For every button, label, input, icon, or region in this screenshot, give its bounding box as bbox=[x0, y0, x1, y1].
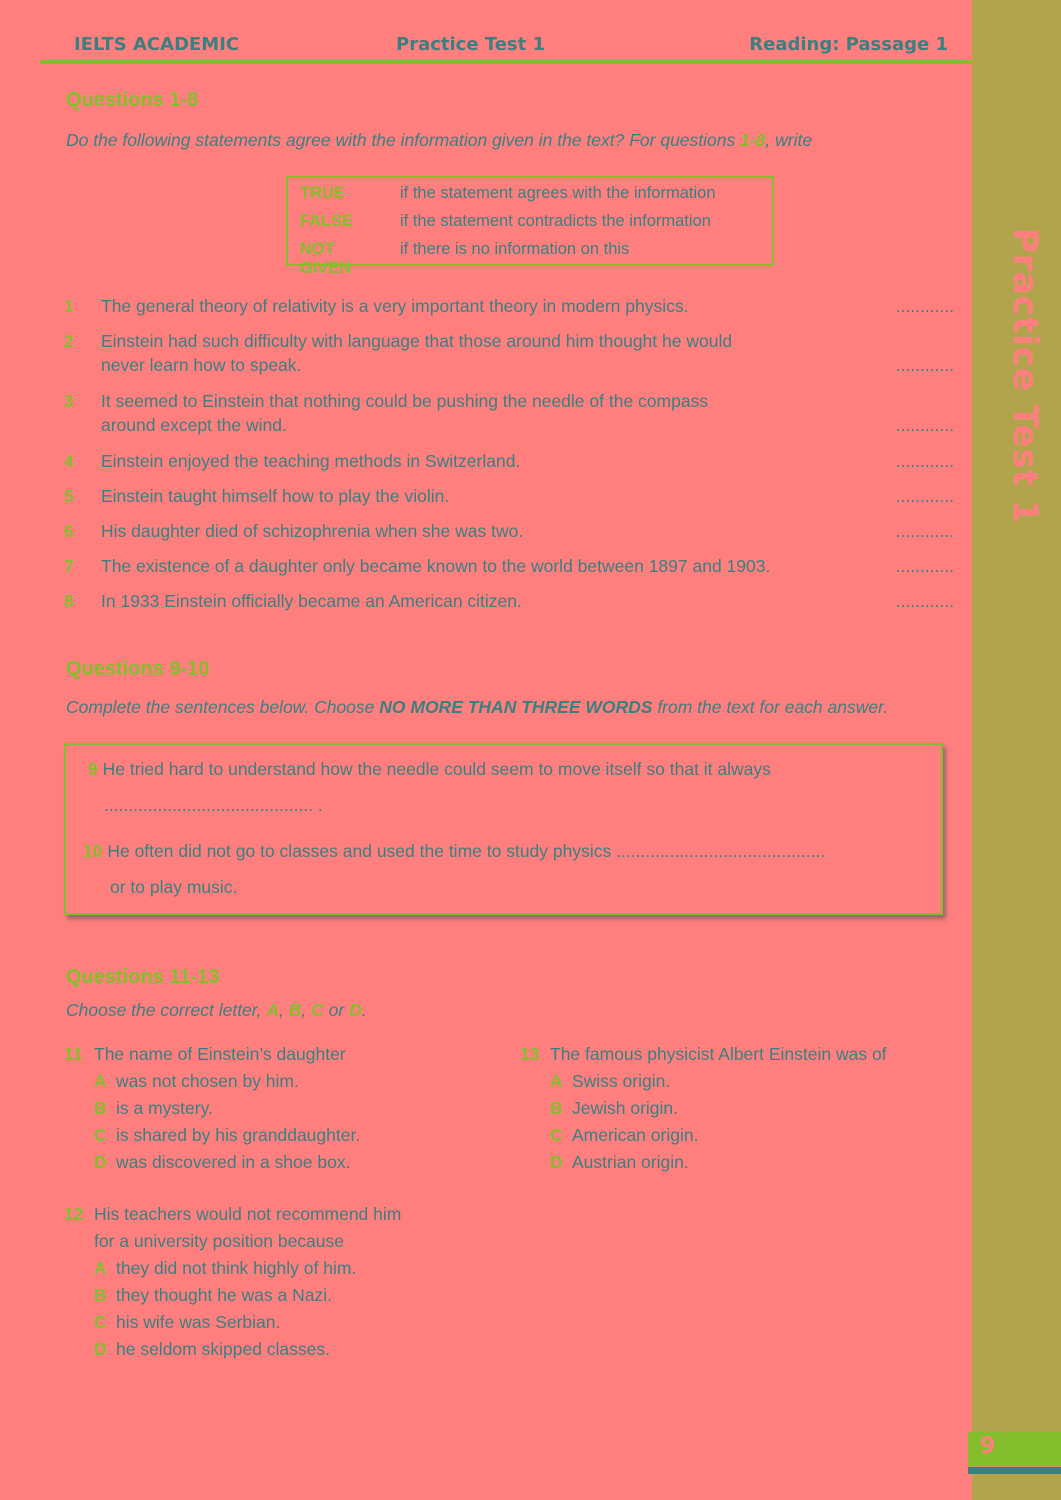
option-text: was discovered in a shoe box. bbox=[116, 1152, 351, 1172]
section-title-1-8: Questions 1-8 bbox=[66, 89, 199, 111]
answer-blank[interactable]: ............ bbox=[895, 415, 954, 435]
letter-b: B bbox=[288, 1000, 302, 1020]
statement-item bbox=[64, 519, 954, 543]
section-instruction-1-8 bbox=[66, 130, 812, 151]
legend-desc: if the statement contradicts the information bbox=[400, 212, 711, 230]
section-instruction-11-13 bbox=[66, 1000, 367, 1021]
completion-item-10 bbox=[83, 841, 825, 862]
legend-key: NOT GIVEN bbox=[300, 240, 352, 277]
answer-blank[interactable]: ............ bbox=[895, 451, 954, 471]
option-d[interactable] bbox=[64, 1336, 401, 1363]
statement-item bbox=[64, 329, 954, 379]
stem-text: The name of Einstein’s daughter bbox=[94, 1044, 346, 1064]
answer-blank[interactable]: ............ bbox=[895, 355, 954, 375]
question-13 bbox=[520, 1041, 887, 1176]
option-d[interactable] bbox=[64, 1149, 360, 1176]
item-number: 2 bbox=[64, 331, 74, 351]
question-number: 13 bbox=[520, 1044, 540, 1064]
option-text: he seldom skipped classes. bbox=[116, 1339, 330, 1359]
item-number: 8 bbox=[64, 591, 74, 611]
item-text: The general theory of relativity is a very important theory in modern physics. bbox=[101, 296, 689, 316]
question-number: 12 bbox=[64, 1204, 84, 1224]
option-letter: C bbox=[94, 1125, 107, 1145]
option-c[interactable] bbox=[520, 1122, 887, 1149]
letter-a: A bbox=[266, 1000, 280, 1020]
instruction-text: Choose the correct letter, bbox=[66, 1000, 267, 1020]
answer-blank[interactable]: ............ bbox=[895, 486, 954, 506]
answer-key-legend bbox=[286, 176, 774, 277]
option-letter: D bbox=[550, 1152, 563, 1172]
item-text: Einstein had such difficulty with language that those around him thought he would bbox=[101, 331, 733, 351]
item-number: 7 bbox=[64, 556, 74, 576]
option-text: they did not think highly of him. bbox=[116, 1258, 357, 1278]
page-header bbox=[40, 34, 972, 64]
option-b[interactable] bbox=[64, 1095, 360, 1122]
question-number: 11 bbox=[64, 1044, 83, 1064]
option-d[interactable] bbox=[520, 1149, 887, 1176]
header-center: Practice Test 1 bbox=[396, 34, 546, 55]
letter-d: D bbox=[349, 1000, 362, 1020]
option-a[interactable] bbox=[64, 1255, 401, 1282]
item-text: never learn how to speak. bbox=[101, 355, 302, 375]
item-text: His daughter died of schizophrenia when she was two. bbox=[101, 521, 524, 541]
item-number: 5 bbox=[64, 486, 74, 506]
separator: . bbox=[361, 1000, 367, 1020]
page-number: 9 bbox=[980, 1434, 996, 1459]
separator: or bbox=[323, 1000, 350, 1020]
question-stem bbox=[520, 1041, 887, 1068]
answer-blank[interactable]: ........................................... . bbox=[104, 795, 323, 815]
section-instruction-9-10 bbox=[66, 697, 888, 718]
item-number: 9 bbox=[88, 759, 98, 779]
option-letter: B bbox=[550, 1098, 563, 1118]
header-left: IELTS ACADEMIC bbox=[74, 34, 240, 55]
statement-item bbox=[64, 484, 954, 508]
side-tab-title: Practice Test 1 bbox=[1005, 228, 1045, 525]
option-text: was not chosen by him. bbox=[116, 1071, 299, 1091]
legend-key: TRUE bbox=[300, 184, 345, 202]
answer-blank[interactable]: ............ bbox=[895, 591, 954, 611]
question-12 bbox=[64, 1201, 401, 1363]
option-c[interactable] bbox=[64, 1122, 360, 1149]
header-right: Reading: Passage 1 bbox=[749, 34, 948, 55]
option-b[interactable] bbox=[520, 1095, 887, 1122]
page-tab-stripe bbox=[968, 1467, 1061, 1474]
item-text: The existence of a daughter only became known to the world between 1897 and 1903. bbox=[101, 556, 771, 576]
option-text: Swiss origin. bbox=[572, 1071, 671, 1091]
item-number: 4 bbox=[64, 451, 74, 471]
option-letter: A bbox=[94, 1258, 107, 1278]
answer-blank[interactable]: ............ bbox=[895, 521, 954, 541]
statement-item bbox=[64, 554, 954, 578]
option-text: is shared by his granddaughter. bbox=[116, 1125, 361, 1145]
question-stem bbox=[64, 1201, 401, 1228]
option-a[interactable] bbox=[520, 1068, 887, 1095]
statement-item bbox=[64, 449, 954, 473]
option-letter: A bbox=[550, 1071, 563, 1091]
option-letter: C bbox=[550, 1125, 563, 1145]
answer-blank[interactable]: ............ bbox=[895, 296, 954, 316]
item-text: In 1933 Einstein officially became an American citizen. bbox=[101, 591, 522, 611]
item-text: Einstein enjoyed the teaching methods in Switzerland. bbox=[101, 451, 521, 471]
option-text: his wife was Serbian. bbox=[116, 1312, 281, 1332]
legend-key: FALSE bbox=[300, 212, 354, 230]
instruction-text: Do the following statements agree with the information given in the text? For questions bbox=[66, 130, 741, 150]
statement-item bbox=[64, 294, 954, 318]
separator: , bbox=[279, 1000, 289, 1020]
option-c[interactable] bbox=[64, 1309, 401, 1336]
question-11 bbox=[64, 1041, 360, 1176]
item-text: It seemed to Einstein that nothing could be pushing the needle of the compass bbox=[101, 391, 709, 411]
completion-item-9 bbox=[88, 759, 771, 780]
option-letter: C bbox=[94, 1312, 107, 1332]
option-text: they thought he was a Nazi. bbox=[116, 1285, 332, 1305]
section-title-11-13: Questions 11-13 bbox=[66, 966, 220, 988]
option-b[interactable] bbox=[64, 1282, 401, 1309]
option-a[interactable] bbox=[64, 1068, 360, 1095]
option-text: Austrian origin. bbox=[572, 1152, 689, 1172]
letter-c: C bbox=[311, 1000, 324, 1020]
option-letter: A bbox=[94, 1071, 107, 1091]
side-band bbox=[972, 0, 1061, 1500]
item-text-continued: or to play music. bbox=[110, 877, 238, 897]
option-letter: B bbox=[94, 1285, 107, 1305]
legend-desc: if the statement agrees with the information bbox=[400, 184, 716, 202]
legend-desc: if there is no information on this bbox=[400, 240, 630, 258]
item-number: 1 bbox=[64, 296, 74, 316]
stem-text: His teachers would not recommend him bbox=[94, 1204, 402, 1224]
instruction-text: Complete the sentences below. Choose bbox=[66, 697, 380, 717]
stem-text-continued: for a university position because bbox=[94, 1231, 344, 1251]
item-text: He tried hard to understand how the needle could seem to move itself so that it always bbox=[102, 759, 771, 779]
instruction-text: , write bbox=[765, 130, 813, 150]
option-letter: D bbox=[94, 1152, 107, 1172]
instruction-emphasis: NO MORE THAN THREE WORDS bbox=[379, 697, 653, 717]
sentence-completion-box bbox=[64, 743, 943, 915]
item-text: Einstein taught himself how to play the violin. bbox=[101, 486, 450, 506]
question-stem bbox=[64, 1041, 360, 1068]
separator: , bbox=[301, 1000, 312, 1020]
statement-item bbox=[64, 589, 954, 613]
item-number: 10 bbox=[83, 841, 103, 861]
instruction-range: 1-8 bbox=[740, 130, 766, 150]
statement-item bbox=[64, 389, 954, 439]
option-text: Jewish origin. bbox=[572, 1098, 679, 1118]
instruction-text: from the text for each answer. bbox=[652, 697, 889, 717]
option-letter: B bbox=[94, 1098, 107, 1118]
stem-text: The famous physicist Albert Einstein was of bbox=[550, 1044, 887, 1064]
answer-blank[interactable]: ............ bbox=[895, 556, 954, 576]
item-text: He often did not go to classes and used the time to study physics ........................................... bbox=[107, 841, 826, 861]
option-letter: D bbox=[94, 1339, 107, 1359]
item-number: 3 bbox=[64, 391, 74, 411]
item-text: around except the wind. bbox=[101, 415, 287, 435]
item-number: 6 bbox=[64, 521, 74, 541]
section-title-9-10: Questions 9-10 bbox=[66, 658, 210, 680]
option-text: American origin. bbox=[572, 1125, 699, 1145]
option-text: is a mystery. bbox=[116, 1098, 213, 1118]
